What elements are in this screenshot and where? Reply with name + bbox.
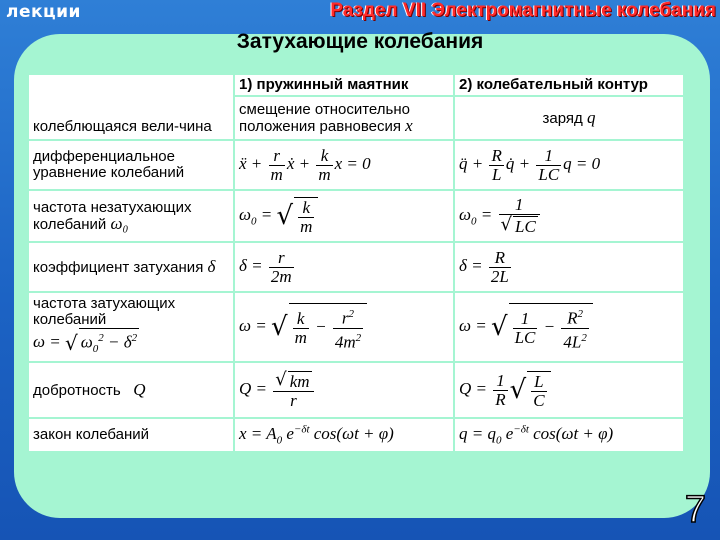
label-omega0: частота незатухающих колебаний xyxy=(33,198,192,233)
table-row: добротность Q Q = $\frac{√ km}{r}$ Q = $\frac{1}{R}$ √ $\frac{L}{C}$ xyxy=(28,362,684,418)
table-row: частота незатухающих колебаний ω₀ $\omega_0$ = √ $\frac{k}{m}$ $\omega_0$ = $\frac{1}{√ LC}$ xyxy=(28,190,684,242)
formula-circuit-law: $q = q_0$ $e^{-\delta t}$ cos(ωt + φ) xyxy=(454,418,684,452)
col-header-circuit: 2) колебательный контур xyxy=(454,74,684,96)
formula-circuit-delta: δ = $\frac{R}{2L}$ xyxy=(454,242,684,292)
formula-spring-Q: Q = $\frac{√ km}{r}$ xyxy=(234,362,454,418)
label-damping: коэффициент затухания xyxy=(33,258,204,276)
formula-circuit-Q: Q = $\frac{1}{R}$ √ $\frac{L}{C}$ xyxy=(454,362,684,418)
formula-circuit-omega0: $\omega_0$ = $\frac{1}{√ LC}$ xyxy=(454,190,684,242)
page-number: 7 xyxy=(684,489,706,531)
section-title: Раздел VII Электромагнитные колебания xyxy=(330,0,716,21)
formula-spring-omega: ω = √ $\frac{k}{m}$ − $\frac{r^2}{4m^2}$ xyxy=(234,292,454,362)
cell-circuit-quantity: заряд q xyxy=(454,96,684,140)
formula-spring-delta: δ = $\frac{r}{2m}$ xyxy=(234,242,454,292)
col-header-spring: 1) пружинный маятник xyxy=(234,74,454,96)
label-law: закон колебаний xyxy=(28,418,234,452)
formula-spring-law: $x = A_0$ $e^{-\delta t}$ cos(ωt + φ) xyxy=(234,418,454,452)
formula-spring-diffeq: ẍ + $\frac{r}{m}$ ẋ + $\frac{k}{m}$ x = 0 xyxy=(234,140,454,190)
label-quality: добротность xyxy=(33,381,121,399)
formula-spring-omega0: $\omega_0$ = √ $\frac{k}{m}$ xyxy=(234,190,454,242)
table-row xyxy=(28,74,234,140)
formula-circuit-omega: ω = √ $\frac{1}{LC}$ − $\frac{R^2}{4L^2}$ xyxy=(454,292,684,362)
table-row xyxy=(28,418,684,452)
comparison-table xyxy=(27,73,685,453)
cell-spring-quantity: смещение относительно положения равновесия x xyxy=(234,96,454,140)
table-row: коэффициент затухания δ δ = $\frac{r}{2m}$ δ = $\frac{R}{2L}$ xyxy=(28,242,684,292)
label-quantity: колеблющаяся вели-чина xyxy=(33,118,212,135)
slide-title: Затухающие колебания xyxy=(236,30,484,53)
table-row: частота затухающих колебаний ω = √ $\omega_0^2 - \delta^2$ ω = √ $\frac{k}{m}$ − $\frac{r^2}{4m^2}$ ω = √ $\frac{1}{LC}$ − $\frac{R^2}{4L^2}$ xyxy=(28,292,684,362)
label-diff-eq: дифференциальное уравнение колебаний xyxy=(28,140,234,190)
header-row xyxy=(28,74,684,96)
table-row xyxy=(28,140,684,190)
formula-circuit-diffeq: q̈ + $\frac{R}{L}$ q̇ + $\frac{1}{LC}$ q = 0 xyxy=(454,140,684,190)
label-omega: частота затухающих колебаний xyxy=(33,295,176,329)
header-left: лекции xyxy=(6,2,81,22)
